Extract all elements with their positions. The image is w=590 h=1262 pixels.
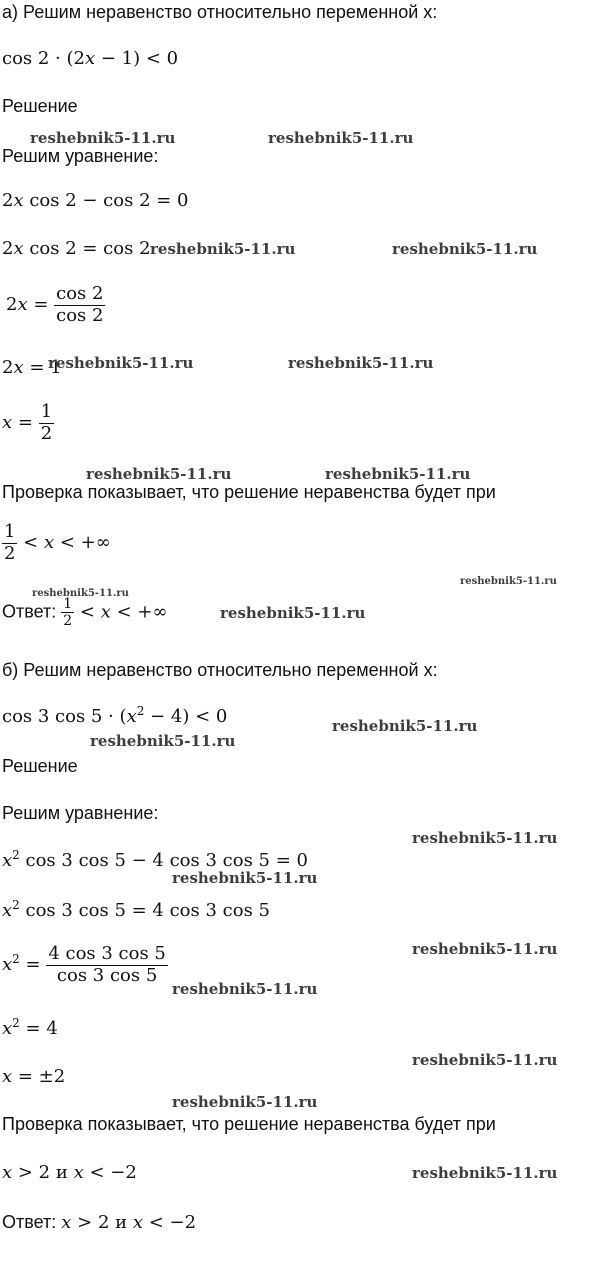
watermark: reshebnik5-11.ru bbox=[288, 354, 434, 372]
part-b-result: x > 2 и x < −2 bbox=[2, 1162, 137, 1183]
watermark: reshebnik5-11.ru bbox=[412, 1051, 558, 1069]
watermark: reshebnik5-11.ru bbox=[172, 980, 318, 998]
part-b-inequality: cos 3 $\cos 5 \cdot (x^2 - 4) < 0$ bbox=[2, 704, 228, 727]
watermark: reshebnik5-11.ru bbox=[412, 1164, 558, 1182]
part-b-step1: $x^2$ cos 3 cos 5 − 4 cos 3 cos 5 = 0 bbox=[2, 848, 308, 871]
watermark: reshebnik5-11.ru bbox=[172, 1093, 318, 1111]
watermark: reshebnik5-11.ru bbox=[392, 240, 538, 258]
watermark: reshebnik5-11.ru bbox=[30, 129, 176, 147]
part-b-solve-label: Решим уравнение: bbox=[2, 803, 159, 823]
watermark: reshebnik5-11.ru bbox=[90, 732, 236, 750]
part-b-step4: $x^2 = 4$ bbox=[2, 1016, 58, 1039]
watermark: reshebnik5-11.ru bbox=[332, 717, 478, 735]
watermark: reshebnik5-11.ru bbox=[220, 604, 366, 622]
part-b-step2: $x^2$ cos 3 cos 5 = 4 cos 3 cos 5 bbox=[2, 898, 270, 921]
watermark: reshebnik5-11.ru bbox=[48, 354, 194, 372]
part-a-step2: 2x cos 2 = cos 2 bbox=[2, 238, 151, 259]
watermark: reshebnik5-11.ru bbox=[460, 576, 557, 587]
part-b-heading: б) Решим неравенство относительно переменной x: bbox=[2, 660, 438, 680]
part-b-solution-label: Решение bbox=[2, 756, 78, 776]
part-a-result: $\frac{1}{2}$ < x < +∞ bbox=[4, 521, 111, 564]
watermark: reshebnik5-11.ru bbox=[412, 940, 558, 958]
part-b-check-text: Проверка показывает, что решение неравенства будет при bbox=[2, 1114, 496, 1134]
fraction: $\frac{1}{2}$ bbox=[4, 521, 16, 564]
part-a-step4: 2x = 1 bbox=[2, 357, 62, 378]
fraction: $\frac{1}{2}$ bbox=[40, 401, 53, 444]
fraction: $\frac{\cos 2}{\cos 2}$ bbox=[56, 283, 104, 326]
part-b-step5: x = ±2 bbox=[2, 1066, 66, 1087]
watermark: reshebnik5-11.ru bbox=[172, 869, 318, 887]
watermark: reshebnik5-11.ru bbox=[32, 588, 129, 599]
part-a-step3: 2x = $\frac{\cos 2}{\cos 2}$ bbox=[6, 283, 104, 326]
part-a-solve-label: Решим уравнение: bbox=[2, 146, 159, 166]
watermark: reshebnik5-11.ru bbox=[86, 465, 232, 483]
part-a-heading: а) Решим неравенство относительно переменной x: bbox=[2, 2, 438, 22]
part-a-check-text: Проверка показывает, что решение неравенства будет при bbox=[2, 482, 496, 502]
part-b-step3: $x^2$ = $\frac{4 \cos 3 \cos 5}{\cos 3 \cos 5}$ bbox=[2, 943, 166, 986]
watermark: reshebnik5-11.ru bbox=[412, 829, 558, 847]
part-a-solution-label: Решение bbox=[2, 96, 78, 116]
watermark: reshebnik5-11.ru bbox=[150, 240, 296, 258]
watermark: reshebnik5-11.ru bbox=[325, 465, 471, 483]
fraction: $\frac{4 \cos 3 \cos 5}{\cos 3 \cos 5}$ bbox=[48, 943, 166, 986]
part-a-inequality: cos 2 · (2x − 1) < 0 bbox=[2, 48, 179, 69]
part-a-step1: 2x cos 2 − cos 2 = 0 bbox=[2, 190, 189, 211]
part-a-answer: Ответ: $\frac{1}{2}$ < x < +∞ bbox=[2, 596, 168, 630]
part-b-answer: Ответ: x > 2 и x < −2 bbox=[2, 1212, 197, 1233]
fraction: $\frac{1}{2}$ bbox=[63, 596, 73, 630]
part-a-step5: x = $\frac{1}{2}$ bbox=[2, 401, 53, 444]
watermark: reshebnik5-11.ru bbox=[268, 129, 414, 147]
